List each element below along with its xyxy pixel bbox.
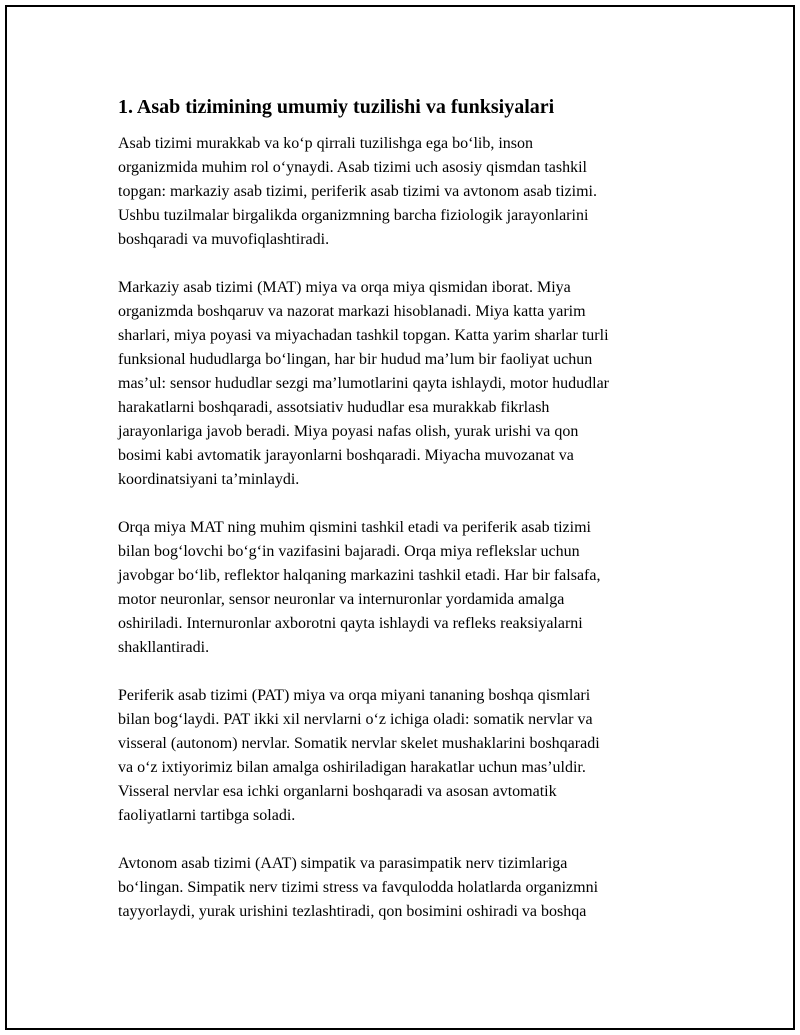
document-body <box>118 94 693 948</box>
text-line: Visseral nervlar esa ichki organlarni boshqaradi va asosan avtomatik <box>118 783 557 800</box>
text-line: masʼul: sensor hududlar sezgi maʼlumotlarini qayta ishlaydi, motor hududlar <box>118 375 610 392</box>
text-line: funksional hududlarga boʻlingan, har bir hudud maʼlum bir faoliyat uchun <box>118 351 593 368</box>
paragraph-2 <box>118 276 693 492</box>
paragraph-3 <box>118 516 693 660</box>
text-line: topgan: markaziy asab tizimi, periferik asab tizimi va avtonom asab tizimi. <box>118 183 597 200</box>
paragraph-1 <box>118 132 693 252</box>
text-line: motor neuronlar, sensor neuronlar va internuronlar yordamida amalga <box>118 591 565 608</box>
text-line: koordinatsiyani taʼminlaydi. <box>118 471 300 488</box>
text-line: bosimi kabi avtomatik jarayonlarni boshqaradi. Miyacha muvozanat va <box>118 447 574 464</box>
text-line: faoliyatlarni tartibga soladi. <box>118 807 296 824</box>
text-line: harakatlarni boshqaradi, assotsiativ hududlar esa murakkab fikrlash <box>118 399 550 416</box>
paragraph-5 <box>118 852 693 924</box>
text-line: va oʻz ixtiyorimiz bilan amalga oshiriladigan harakatlar uchun masʼuldir. <box>118 759 586 776</box>
text-line: Avtonom asab tizimi (AAT) simpatik va parasimpatik nerv tizimlariga <box>118 855 568 872</box>
text-line: sharlari, miya poyasi va miyachadan tashkil topgan. Katta yarim sharlar turli <box>118 327 609 344</box>
text-line: shakllantiradi. <box>118 639 210 656</box>
text-line: javobgar boʻlib, reflektor halqaning markazini tashkil etadi. Har bir falsafa, <box>118 567 601 584</box>
paragraph-4 <box>118 684 693 828</box>
text-line: Periferik asab tizimi (PAT) miya va orqa miyani tananing boshqa qismlari <box>118 687 591 704</box>
text-line: organizmda boshqaruv va nazorat markazi hisoblanadi. Miya katta yarim <box>118 303 586 320</box>
text-line: bilan bogʻlaydi. PAT ikki xil nervlarni oʻz ichiga oladi: somatik nervlar va <box>118 711 593 728</box>
text-line: Markaziy asab tizimi (MAT) miya va orqa miya qismidan iborat. Miya <box>118 279 571 296</box>
text-line: Ushbu tuzilmalar birgalikda organizmning barcha fiziologik jarayonlarini <box>118 207 589 224</box>
section-heading: 1. Asab tizimining umumiy tuzilishi va funksiyalari <box>118 96 555 118</box>
text-line: Asab tizimi murakkab va koʻp qirrali tuzilishga ega boʻlib, inson <box>118 135 534 152</box>
text-line: boʻlingan. Simpatik nerv tizimi stress va favqulodda holatlarda organizmni <box>118 879 599 896</box>
text-line: bilan bogʻlovchi boʻgʻin vazifasini bajaradi. Orqa miya reflekslar uchun <box>118 543 580 560</box>
text-line: boshqaradi va muvofiqlashtiradi. <box>118 231 330 248</box>
text-line: Orqa miya MAT ning muhim qismini tashkil etadi va periferik asab tizimi <box>118 519 591 536</box>
text-line: jarayonlariga javob beradi. Miya poyasi nafas olish, yurak urishi va qon <box>118 423 579 440</box>
text-line: visseral (autonom) nervlar. Somatik nervlar skelet mushaklarini boshqaradi <box>118 735 600 752</box>
text-line: tayyorlaydi, yurak urishini tezlashtiradi, qon bosimini oshiradi va boshqa <box>118 903 587 920</box>
text-line: organizmida muhim rol oʻynaydi. Asab tizimi uch asosiy qismdan tashkil <box>118 159 587 176</box>
text-line: oshiriladi. Internuronlar axborotni qayta ishlaydi va refleks reaksiyalarni <box>118 615 583 632</box>
